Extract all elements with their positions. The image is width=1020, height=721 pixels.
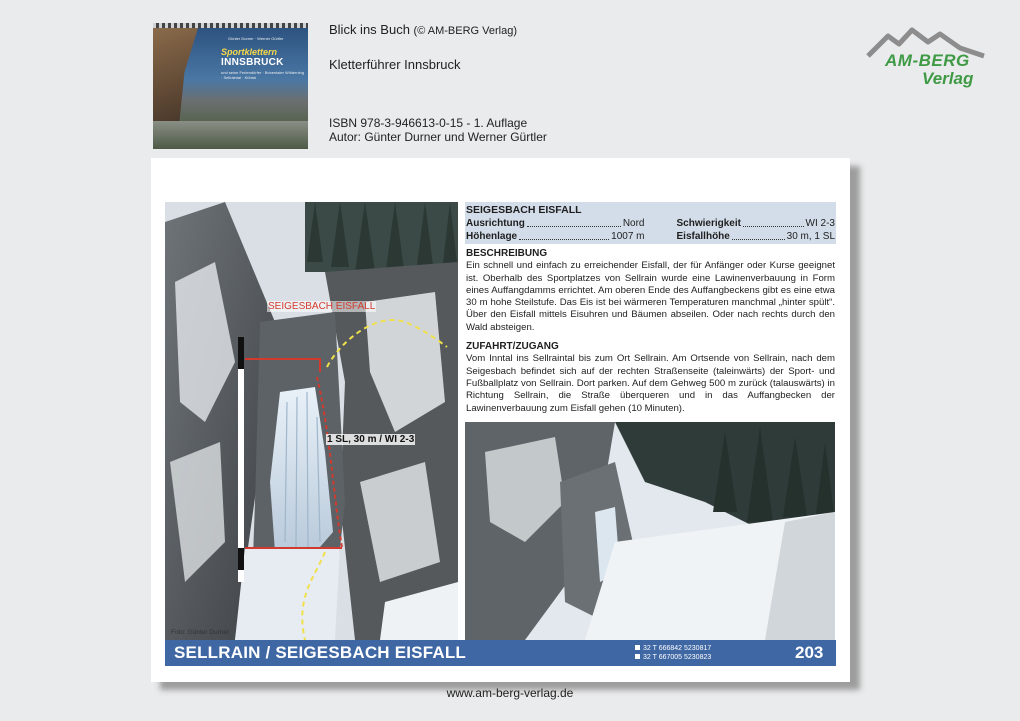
altitude-value: 1007 m — [611, 231, 645, 242]
orientation-key: Ausrichtung — [466, 218, 525, 229]
access-text: Vom Inntal ins Sellraintal bis zum Ort Sellrain. Am Ortsende von Sellrain, nach dem Seigesbach befindet sich auf der rechten Straßenseite (taleinwärts) der Sport- und Fußballplatz von Sellrain. Dort parken. Auf dem Gehweg 500 m zurück (talauswärts) in Richtung Sellrain, die Straße überqueren und in das Auffangbecken der Lawinenverbauung zum Eisfall gehen (10 Minuten). — [466, 353, 835, 414]
overview-photo — [465, 422, 835, 640]
description-heading: BESCHREIBUNG — [466, 248, 548, 259]
author-line: Autor: Günter Durner und Werner Gürtler — [329, 130, 547, 144]
icefall-photo-drawing — [165, 202, 458, 640]
icefall-photo — [165, 202, 458, 640]
footer-title: SELLRAIN / SEIGESBACH EISFALL — [174, 643, 466, 662]
book-title: Kletterführer Innsbruck — [329, 57, 461, 72]
gps-coord-2: 32 T 667005 5230823 — [643, 653, 712, 661]
gps-icon — [635, 645, 640, 650]
cover-title-line2: INNSBRUCK — [221, 57, 284, 68]
isbn-line: ISBN 978-3-946613-0-15 - 1. Auflage — [329, 116, 528, 130]
altitude-key: Höhenlage — [466, 231, 518, 242]
spiral-binding — [153, 23, 308, 28]
am-berg-logo[interactable] — [866, 26, 994, 90]
gps-coordinates — [635, 645, 711, 662]
cover-authors: Günter Durner · Werner Gürtler — [228, 36, 284, 41]
logo-line1: AM-BERG — [885, 51, 970, 70]
page-footer — [165, 640, 836, 666]
description-text: Ein schnell und einfach zu erreichender Eisfall, der für Anfänger oder Kurse geeignet ist. Oberhalb des Sportplatzes von Sellrain wurde eine Lawinenverbauung in Form eines Auffangdamms errichtet. Am oberen Ende des Auffangbeckens gibt es eine etwa 30 m hohe Steilstufe. Das Eis ist bei wärmeren Temperaturen manchmal „hinter spült“. Über den Eisfall mittels Eisuhren und Bäumen abseilen. Oder nach rechts durch den Wald absteigen. — [466, 260, 835, 333]
cover-subtitle: und seine Feriendörfer · Brixentaler Wilderning · Sellraintal · Kühtai — [221, 70, 304, 80]
icefall-label: SEIGESBACH EISFALL — [268, 301, 376, 312]
info-box — [465, 202, 836, 415]
info-body — [465, 248, 836, 415]
orientation-value: Nord — [622, 218, 645, 229]
website-url[interactable]: www.am-berg-verlag.de — [446, 686, 574, 700]
logo-line2: Verlag — [922, 69, 974, 88]
header-title-text: Blick ins Buch — [329, 22, 410, 37]
header-title — [329, 22, 517, 37]
height-value: 30 m, 1 SL — [786, 231, 835, 242]
height-key: Eisfallhöhe — [676, 231, 730, 242]
cover-valley-image — [153, 121, 308, 149]
book-page — [151, 158, 850, 682]
route-name: SEIGESBACH EISFALL — [466, 204, 582, 216]
route-label: 1 SL, 30 m / WI 2-3 — [327, 434, 415, 445]
access-heading: ZUFAHRT/ZUGANG — [466, 341, 559, 353]
overview-photo-drawing — [465, 422, 835, 640]
page-number: 203 — [795, 643, 824, 662]
gps-icon — [635, 654, 640, 659]
info-row — [466, 217, 835, 230]
cover-title-line1: Sportklettern — [221, 47, 278, 57]
difficulty-value: WI 2-3 — [805, 218, 835, 229]
info-header — [465, 202, 836, 244]
photo-credit: Foto: Günter Durner — [171, 629, 230, 636]
info-row — [466, 230, 835, 243]
header-copyright: (© AM-BERG Verlag) — [413, 25, 518, 37]
difficulty-key: Schwierigkeit — [676, 218, 741, 229]
gps-coord-1: 32 T 666842 5230817 — [643, 645, 712, 652]
book-cover[interactable] — [153, 23, 308, 149]
